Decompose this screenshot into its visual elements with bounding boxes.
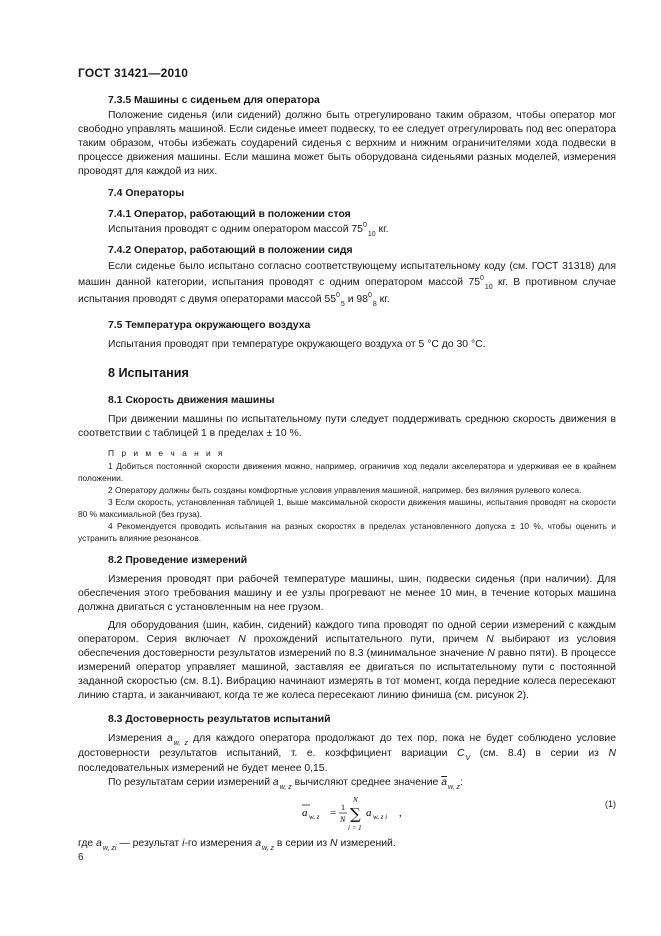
notes-heading: П р и м е ч а н и я [108, 448, 226, 458]
section-7-4-title: 7.4 Операторы [108, 188, 185, 199]
formula-eq: = [330, 807, 337, 819]
section-8-3-title: 8.3 Достоверность результатов испытаний [108, 714, 331, 725]
note-2: 2 Оператору должны быть созданы комфортные условия управления машиной, например, без виляния рулевого колеса. [108, 485, 582, 495]
section-8-1-title: 8.1 Скорость движения машины [108, 395, 275, 406]
section-7-4-1-title: 7.4.1 Оператор, работающий в положении стоя [108, 209, 351, 220]
formula-number: (1) [605, 799, 616, 809]
section-8-3-text-1: Измерения $a_{w, z}$ для каждого оператора продолжают до тех пор, пока не будет соблюдено условие достоверности результатов испытаний, т. е. коэффициент вариации $C_V$ (см. 8.4) в серии из N последовательных измерений не будет менее 0,15. [78, 733, 616, 774]
section-8-2-text-2: Для оборудования (шин, кабин, сидений) каждого типа проводят по одной серии измерений с каждым оператором. Серия включает N прохождений испытательного пути, причем N выбирают из условия обеспечения достоверности результатов измерений по 8.3 (минимальное значение N равно пяти). В процессе измерений оператор управляет машиной, заставляя ее двигаться по испытательному пути с постоянной заданной скоростью (см. 8.1). Вибрацию начинают измерять в тот момент, когда передние колеса пересекают линию старта, и заканчивают, когда те же колеса пересекают линию финиша (см. рисунок 2). [78, 620, 616, 701]
formula-sum-top: N [353, 796, 358, 804]
section-8-2-text-1: Измерения проводят при рабочей температуре машины, шин, подвески сиденья (при наличии). Для обеспечения этого требования машину и ее узлы прогревают не менее 10 мин, в течение которых машина должна двигаться с установленным на нее грузом. [78, 574, 616, 613]
page-content [78, 94, 616, 852]
formula-explanation: где $a_{w, zi}$ — результат i-го измерения $a_{w, z}$ в серии из N измерений. [78, 838, 396, 852]
section-8-2-title: 8.2 Проведение измерений [108, 555, 248, 566]
formula-lhs: a [302, 807, 308, 819]
section-7-5-title: 7.5 Температура окружающего воздуха [108, 320, 311, 331]
note-1: 1 Добиться постоянной скорости движения можно, например, ограничив ход педали акселератора и удерживая ее в крайнем положении. [78, 461, 616, 483]
document-header: ГОСТ 31421—2010 [78, 66, 189, 80]
mean-value-formula [300, 795, 460, 835]
formula-1 [78, 791, 616, 837]
formula-sum-bottom: i = 1 [348, 824, 362, 832]
formula-lhs-sub: w, z [309, 813, 320, 821]
note-3: 3 Если скорость, установленная таблицей 1, выше максимальной скорости движения машины, испытания проводят на скорости 80 % максимальной (без груза). [78, 497, 616, 519]
sum-sign: ∑ [350, 805, 361, 823]
formula-frac-num: 1 [341, 803, 345, 812]
formula-frac-den: N [340, 815, 346, 824]
formula-tail: , [399, 807, 402, 819]
section-8-title: 8 Испытания [108, 366, 189, 380]
formula-term-sub: w, z i [373, 813, 388, 821]
section-7-4-2-title: 7.4.2 Оператор, работающий в положении сидя [108, 245, 353, 256]
section-7-3-5-text: Положение сиденья (или сидений) должно быть отрегулировано таким образом, чтобы оператор мог свободно управлять машиной. Если сиденье имеет подвеску, то ее следует отрегулировать под вес оператора таким образом, чтобы избежать соударений сиденья с верхним и нижним ограничителями хода подвески в процессе движения машины. Если машина может быть оборудована сиденьями разных моделей, измерения проводят для каждой из них. [78, 110, 616, 177]
section-7-4-1-text: Испытания проводят с одним оператором массой $75^0_{10}$ кг. [108, 222, 389, 238]
section-7-4-2-text: Если сиденье было испытано согласно соответствующему испытательному коду (см. ГОСТ 31318) для машин данной категории, испытания проводят с одним оператором массой $75^0_{10}$ кг. В противном случае испытания проводят с двумя операторами массой $55^0_5$ и $98^0_8$ кг. [78, 261, 617, 308]
section-8-1-text: При движении машины по испытательному пути следует поддерживать среднюю скорость движения в соответствии с таблицей 1 в пределах ± 10 %. [78, 414, 616, 439]
page-number: 6 [78, 852, 84, 863]
note-4: 4 Рекомендуется проводить испытания на разных скоростях в пределах установленного допуска ± 10 %, чтобы оценить и устранить влияние резонансов. [78, 521, 616, 543]
section-7-5-text: Испытания проводят при температуре окружающего воздуха от 5 °С до 30 °С. [108, 339, 486, 350]
section-8-3-text-2: По результатам серии измерений $a_{w, z}$ вычисляют среднее значение $\overline{a}_{w, z}$: [108, 777, 463, 791]
formula-term: a [366, 807, 372, 819]
section-7-3-5-title: 7.3.5 Машины с сиденьем для оператора [108, 95, 320, 106]
